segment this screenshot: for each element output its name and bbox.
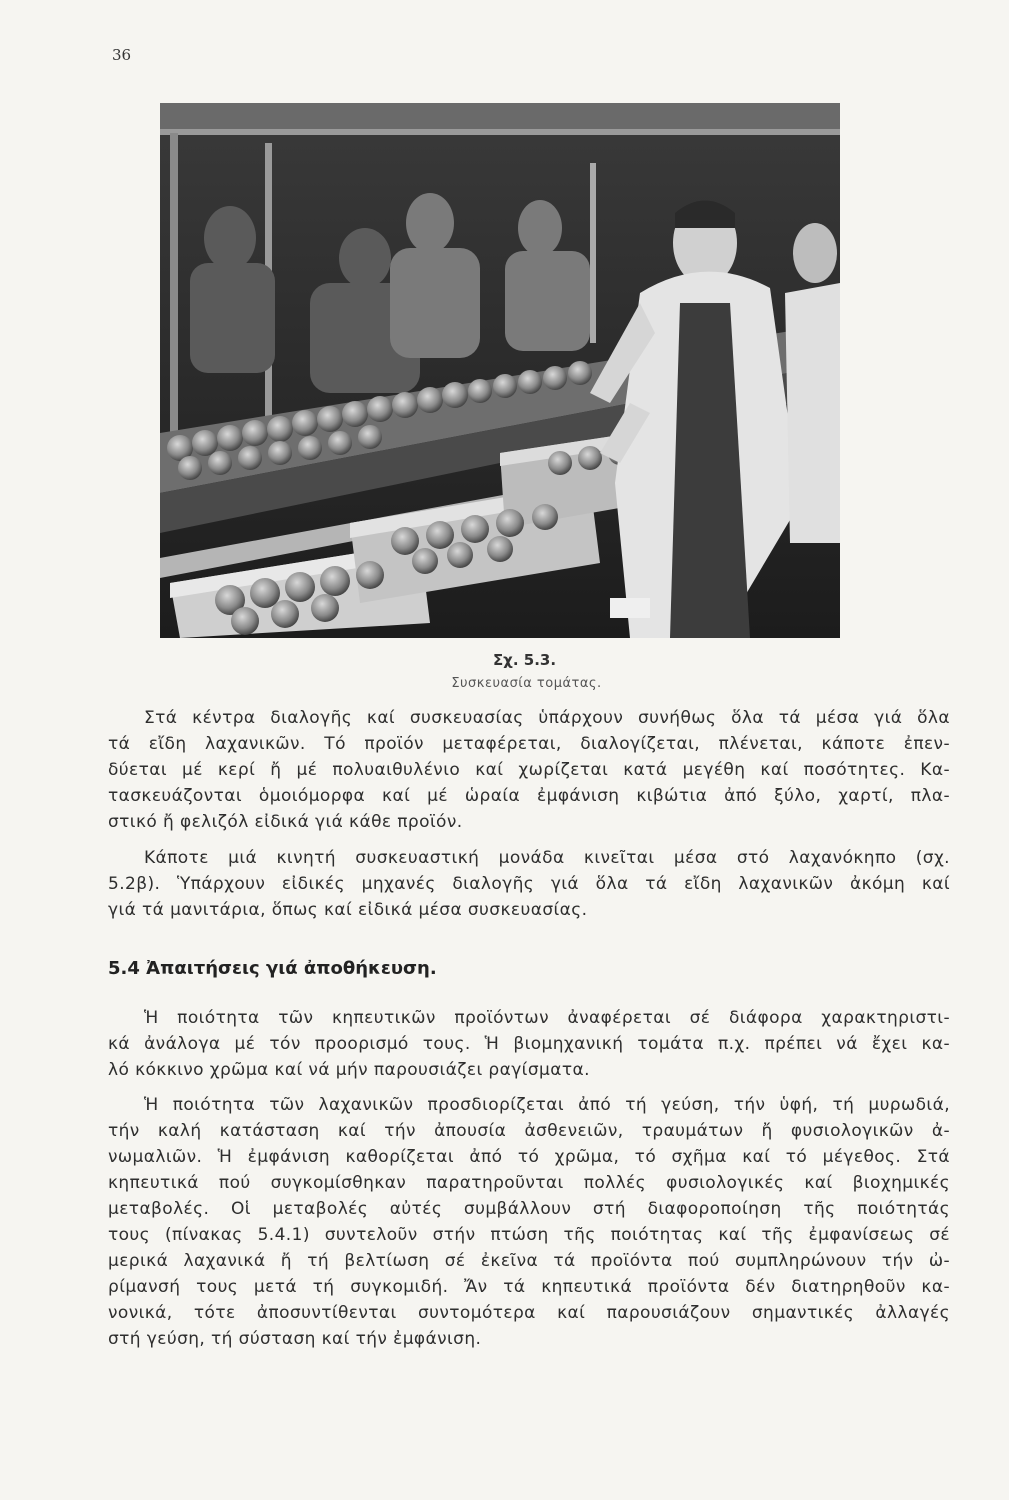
- paragraph-2: [108, 845, 950, 923]
- text-line: στικό ἤ φελιζόλ εἰδικά γιά κάθε προϊόν.: [108, 812, 463, 832]
- text-line: Ἡ ποιότητα τῶν λαχανικῶν προσδιορίζεται ἀπό τή γεύση, τήν ὑφή, τή μυρωδιά,: [144, 1095, 950, 1115]
- paragraph-4: [108, 1092, 950, 1352]
- paragraph-3: [108, 1005, 950, 1083]
- text-line: Ἡ ποιότητα τῶν κηπευτικῶν προϊόντων ἀναφέρεται σέ διάφορα χαρακτηριστι-: [144, 1008, 950, 1028]
- text-line: στή γεύση, τή σύσταση καί τήν ἐμφάνιση.: [108, 1329, 482, 1349]
- figure-number: Σχ. 5.3.: [492, 651, 557, 669]
- text-line: κά ἀνάλογα μέ τόν προορισμό τους. Ἡ βιομηχανική τομάτα π.χ. πρέπει νά ἔχει κα-: [108, 1034, 950, 1054]
- paragraph-1: [108, 705, 950, 835]
- text-line: κηπευτικά πού συγκομίσθηκαν παρατηροῦνται πολλές φυσιολογικές καί βιοχημικές: [108, 1173, 950, 1193]
- section-heading: 5.4 Ἀπαιτήσεις γιά ἀποθήκευση.: [108, 958, 437, 979]
- text-line: μερικά λαχανικά ἤ τή βελτίωση σέ ἐκεῖνα τά προϊόντα πού συμπληρώνουν τήν ὠ-: [108, 1251, 950, 1271]
- figure-photo: [160, 103, 840, 638]
- text-line: μεταβολές. Οἱ μεταβολές αὐτές συμβάλλουν στή διαφοροποίηση τῆς ποιότητάς: [108, 1199, 950, 1219]
- text-line: τά εἴδη λαχανικῶν. Τό προϊόν μεταφέρεται, διαλογίζεται, πλένεται, κάποτε ἐπεν-: [108, 734, 950, 754]
- text-line: ρίμανσή τους μετά τή συγκομιδή. Ἄν τά κηπευτικά προϊόντα δέν διατηρηθοῦν κα-: [108, 1277, 950, 1297]
- page-number: 36: [112, 46, 132, 64]
- text-line: τασκευάζονται ὁμοιόμορφα καί μέ ὡραία ἐμφάνιση κιβώτια ἀπό ξύλο, χαρτί, πλα-: [108, 786, 950, 806]
- text-line: νωμαλιῶν. Ἡ ἐμφάνιση καθορίζεται ἀπό τό χρῶμα, τό σχῆμα καί τό μέγεθος. Στά: [108, 1147, 950, 1167]
- text-line: λό κόκκινο χρῶμα καί νά μήν παρουσιάζει ραγίσματα.: [108, 1060, 590, 1080]
- text-line: τους (πίνακας 5.4.1) συντελοῦν στήν πτώση τῆς ποιότητας καί τῆς ἐμφανίσεως σέ: [108, 1225, 950, 1245]
- text-line: νονικά, τότε ἀποσυντίθενται συντομότερα καί παρουσιάζουν σημαντικές ἀλλαγές: [108, 1303, 950, 1323]
- text-line: 5.2β). Ὑπάρχουν εἰδικές μηχανές διαλογῆς γιά ὅλα τά εἴδη λαχανικῶν ἀκόμη καί: [108, 874, 950, 894]
- text-line: γιά τά μανιτάρια, ὅπως καί εἰδικά μέσα συσκευασίας.: [108, 900, 588, 920]
- text-line: Στά κέντρα διαλογῆς καί συσκευασίας ὑπάρχουν συνήθως ὅλα τά μέσα γιά ὅλα: [144, 708, 950, 728]
- text-line: τήν καλή κατάσταση καί τήν ἀπουσία ἀσθενειῶν, τραυμάτων ἤ φυσιολογικῶν ἀ-: [108, 1121, 950, 1141]
- figure-caption: Συσκευασία τομάτας.: [451, 676, 602, 691]
- text-line: Κάποτε μιά κινητή συσκευαστική μονάδα κινεῖται μέσα στό λαχανόκηπο (σχ.: [144, 848, 950, 868]
- text-line: δύεται μέ κερί ἤ μέ πολυαιθυλένιο καί χωρίζεται κατά μεγέθη καί ποσότητες. Κα-: [108, 760, 950, 780]
